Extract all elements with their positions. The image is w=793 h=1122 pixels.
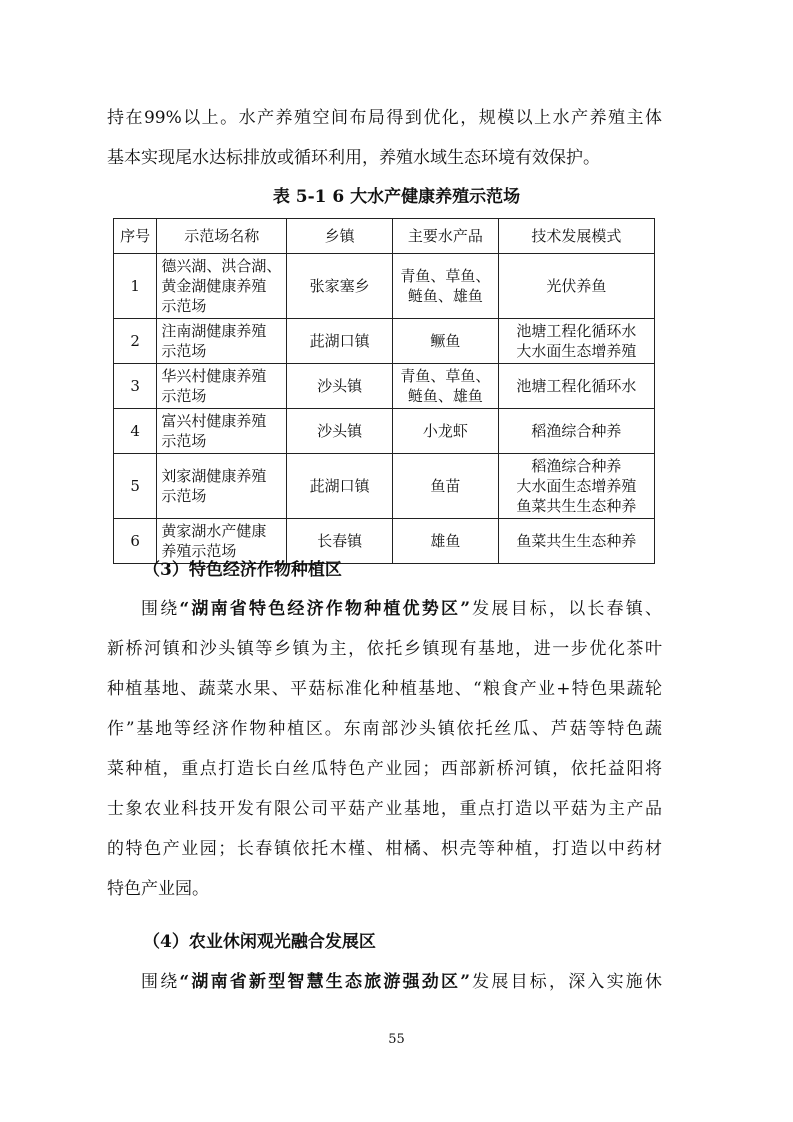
cell-product-line: 鱼苗 [430, 477, 461, 495]
table-caption: 表 5-1 6 大水产健康养殖示范场 [272, 187, 521, 207]
cell-town: 茈湖口镇 [287, 319, 393, 364]
cell-mode-line: 光伏养鱼 [546, 277, 607, 295]
cell-name-line: 华兴村健康养殖 [161, 367, 267, 385]
cell-name-line: 刘家湖健康养殖 [161, 467, 267, 485]
cell-mode [498, 454, 654, 519]
cell-mode-line: 稻渔综合种养 [531, 422, 622, 440]
section-3-lead: 围绕 [141, 599, 180, 619]
cell-name [157, 254, 287, 319]
section-3-line-1-rest: 发展目标，以长春镇、 [469, 599, 662, 619]
section-3-line-1 [107, 589, 662, 629]
table-row [114, 319, 655, 364]
cell-product [393, 364, 499, 409]
table-row [114, 409, 655, 454]
cell-product [393, 454, 499, 519]
section-4-lead: 围绕 [141, 972, 180, 992]
cell-mode-line: 大水面生态增养殖 [516, 342, 637, 360]
cell-no: 1 [114, 254, 157, 319]
cell-no: 6 [114, 519, 157, 564]
cell-no: 5 [114, 454, 157, 519]
cell-name-line: 德兴湖、洪合湖、 [161, 257, 282, 275]
cell-name [157, 409, 287, 454]
cell-name [157, 454, 287, 519]
cell-product-line: 鲢鱼、雄鱼 [407, 287, 483, 305]
cell-name-line: 示范场 [161, 487, 207, 505]
section-3-line-7: 的特色产业园；长春镇依托木槿、柑橘、枳壳等种植，打造以中药材 [107, 839, 662, 859]
section-4-goal: “湖南省新型智慧生态旅游强劲区” [179, 972, 470, 992]
cell-name [157, 364, 287, 409]
cell-mode-line: 鱼菜共生生态种养 [516, 497, 637, 515]
intro-line-2: 基本实现尾水达标排放或循环利用，养殖水域生态环境有效保护。 [107, 148, 600, 168]
cell-mode-line: 鱼菜共生生态种养 [516, 532, 637, 550]
cell-mode [498, 364, 654, 409]
cell-town: 茈湖口镇 [287, 454, 393, 519]
section-3-goal: “湖南省特色经济作物种植优势区” [179, 599, 470, 619]
cell-mode-line: 大水面生态增养殖 [516, 477, 637, 495]
section-3-paragraph [107, 589, 662, 909]
cell-name-line: 注南湖健康养殖 [161, 322, 267, 340]
table-row [114, 254, 655, 319]
cell-no: 4 [114, 409, 157, 454]
cell-name-line: 富兴村健康养殖 [161, 412, 267, 430]
section-4-line-1-rest: 发展目标，深入实施休 [469, 972, 662, 992]
cell-product-line: 雄鱼 [430, 532, 461, 550]
section-4-line-1 [107, 962, 662, 1002]
cell-town: 张家塞乡 [287, 254, 393, 319]
cell-product [393, 319, 499, 364]
cell-product-line: 青鱼、草鱼、 [400, 267, 491, 285]
header-no: 序号 [114, 219, 157, 254]
cell-mode [498, 319, 654, 364]
cell-town: 长春镇 [287, 519, 393, 564]
table-row [114, 454, 655, 519]
cell-product-line: 鲢鱼、雄鱼 [407, 387, 483, 405]
section-3-heading: （3）特色经济作物种植区 [143, 560, 342, 580]
cell-mode [498, 254, 654, 319]
header-product: 主要水产品 [393, 219, 499, 254]
cell-mode-line: 稻渔综合种养 [531, 457, 622, 475]
section-3-line-3: 种植基地、蔬菜水果、平菇标准化种植基地、“粮食产业+特色果蔬轮 [107, 679, 662, 699]
cell-name [157, 319, 287, 364]
section-3-line-8: 特色产业园。 [107, 879, 209, 899]
cell-name-line: 示范场 [161, 387, 207, 405]
section-3-line-4: 作”基地等经济作物种植区。东南部沙头镇依托丝瓜、芦菇等特色蔬 [107, 719, 662, 739]
cell-product-line: 小龙虾 [422, 422, 468, 440]
intro-line-1: 持在99%以上。水产养殖空间布局得到优化，规模以上水产养殖主体 [107, 108, 662, 128]
cell-mode-line: 池塘工程化循环水 [516, 322, 637, 340]
cell-product [393, 519, 499, 564]
section-3-line-2: 新桥河镇和沙头镇等乡镇为主，依托乡镇现有基地，进一步优化茶叶 [107, 639, 662, 659]
section-3-line-5: 菜种植，重点打造长白丝瓜特色产业园；西部新桥河镇，依托益阳将 [107, 759, 662, 779]
cell-name-line: 养殖示范场 [161, 542, 237, 560]
section-4-heading: （4）农业休闲观光融合发展区 [143, 932, 376, 952]
cell-town: 沙头镇 [287, 364, 393, 409]
cell-no: 3 [114, 364, 157, 409]
cell-mode [498, 519, 654, 564]
cell-product-line: 青鱼、草鱼、 [400, 367, 491, 385]
cell-name-line: 黄金湖健康养殖 [161, 277, 267, 295]
cell-town: 沙头镇 [287, 409, 393, 454]
cell-product [393, 254, 499, 319]
table-row [114, 364, 655, 409]
cell-name-line: 示范场 [161, 432, 207, 450]
cell-name-line: 黄家湖水产健康 [161, 522, 267, 540]
table-header-row [114, 219, 655, 254]
header-town: 乡镇 [287, 219, 393, 254]
cell-name-line: 示范场 [161, 297, 207, 315]
cell-name-line: 示范场 [161, 342, 207, 360]
cell-mode-line: 池塘工程化循环水 [516, 377, 637, 395]
section-4-paragraph [107, 962, 662, 1002]
cell-no: 2 [114, 319, 157, 364]
section-3-line-6: 士象农业科技开发有限公司平菇产业基地，重点打造以平菇为主产品 [107, 799, 662, 819]
demonstration-farms-table [113, 218, 655, 564]
header-mode: 技术发展模式 [498, 219, 654, 254]
page-number: 55 [388, 1032, 405, 1047]
cell-product [393, 409, 499, 454]
cell-product-line: 鳜鱼 [430, 332, 461, 350]
cell-mode [498, 409, 654, 454]
header-name: 示范场名称 [157, 219, 287, 254]
